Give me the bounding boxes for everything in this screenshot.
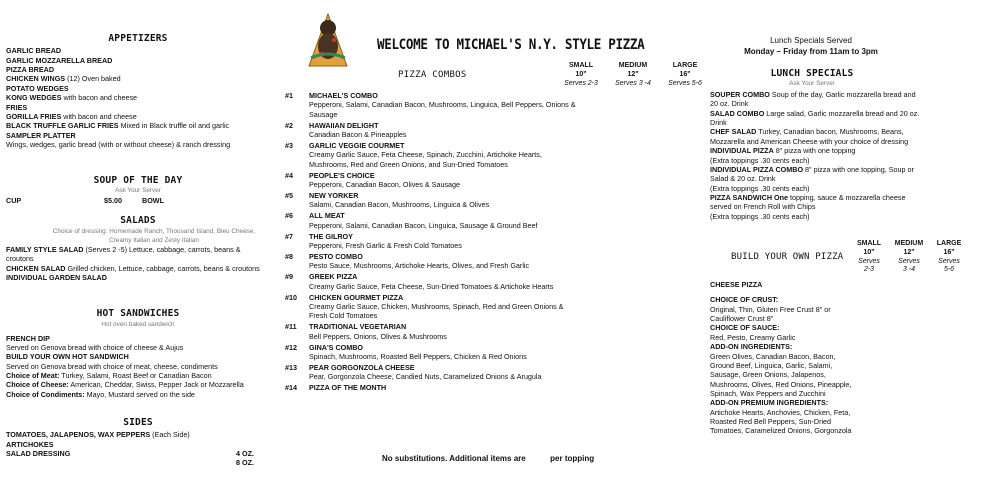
size-serves: Serves 2-3 [564, 79, 598, 87]
combo-number: #14 [285, 383, 297, 393]
size-serves: Serves 5-6 [668, 79, 702, 87]
lunch.item-item [710, 184, 922, 193]
sandwich-choice [6, 371, 270, 380]
combo-item [285, 342, 579, 362]
combo-desc: Pepperoni, Fresh Garlic & Fresh Cold Tomatoes [309, 240, 462, 250]
appetizers.item-item [6, 121, 270, 130]
combo-number: #2 [285, 120, 293, 130]
size-name: SMALL [856, 240, 882, 247]
combo-size-2 [659, 62, 711, 88]
appetizers.item-item [6, 131, 270, 140]
sides-section [6, 414, 270, 468]
lunch-served: Lunch Specials Served [770, 36, 852, 45]
item-name: GARLIC MOZZARELLA BREAD [6, 55, 113, 65]
item-desc: (Extra toppings .30 cents each) [710, 155, 810, 165]
premium-label: ADD-ON PREMIUM INGREDIENTS: [710, 398, 829, 408]
sides-dressing [6, 449, 270, 458]
appetizers-heading: APPETIZERS [108, 33, 168, 44]
dressing-note: Choice of dressing: Homemade Ranch, Thousand Island, Bleu Cheese, Creamy Italian and Zesty Italian [52, 228, 256, 244]
item-name: PIZZA SANDWICH One [710, 192, 788, 202]
combo-number: #4 [285, 170, 293, 180]
soup-bowl: BOWL [142, 195, 164, 205]
size-range: 2-3 [863, 266, 875, 274]
cheese-pizza: CHEESE PIZZA [710, 280, 763, 289]
byo-pizza-body [710, 280, 860, 436]
item-desc: 8" pizza with one topping, Soup or Salad & 20 oz. Drink [710, 164, 914, 184]
sauce-label: CHOICE OF SAUCE: [710, 323, 780, 333]
appetizers.item-item [6, 74, 270, 83]
combo-desc: Creamy Garlic Sauce, Chicken, Mushrooms, Spinach, Red and Green Onions & Fresh Cold Tomatoes [309, 301, 564, 321]
item-name: INDIVIDUAL PIZZA COMBO [710, 164, 804, 174]
sauce-options: Red, Pesto, Creamy Garlic [710, 332, 796, 342]
lunch.item-item [710, 212, 922, 221]
french-dip-desc: Served on Genova bread with choice of cheese & Aujus [6, 343, 184, 353]
combo-item [285, 140, 579, 169]
item-name: BLACK TRUFFLE GARLIC FRIES [6, 121, 119, 131]
combo-name: NEW YORKER [309, 190, 359, 200]
lunch.item-item [710, 156, 922, 165]
combo-item [285, 292, 579, 321]
combo-item [285, 211, 579, 230]
item-name: FAMILY STYLE SALAD [6, 245, 84, 254]
soup-subtitle: Ask Your Server [115, 187, 161, 195]
item-name: SAMPLER PLATTER [6, 130, 76, 140]
size-inch: 12" [627, 70, 639, 78]
combo-item [285, 272, 579, 291]
appetizers.item-item [6, 46, 270, 55]
combo-name: PEAR GORGONZOLA CHEESE [309, 362, 415, 372]
item-desc: Grilled chicken, Lettuce, cabbage, carrots, beans & croutons [65, 263, 260, 273]
addon-label: ADD-ON INGREDIENTS: [710, 342, 793, 352]
combo-item [285, 251, 579, 271]
item-name: POTATO WEDGES [6, 83, 69, 93]
combo-name: PESTO COMBO [309, 251, 363, 261]
combo-item [285, 120, 579, 140]
size-name: MEDIUM [894, 240, 924, 247]
combo-name: CHICKEN GOURMET PIZZA [309, 292, 404, 302]
size-serves: Serves [858, 257, 880, 265]
sandwich-choice [6, 390, 270, 399]
combo-size-header [555, 62, 711, 88]
soup-price: $5.00 [104, 195, 122, 205]
combo-number: #11 [285, 322, 297, 332]
item-desc: Turkey, Canadian bacon, Mushrooms, Beans, Mozzarella and American Cheese with your choice of dressing [710, 127, 909, 146]
item-desc: (Serves 2 -5) Lettuce, cabbage, carrots, beans & croutons [6, 245, 241, 264]
appetizers.item-item [6, 93, 270, 102]
sandwich-choice [6, 380, 270, 389]
item-name: INDIVIDUAL GARDEN SALAD [6, 273, 107, 283]
item-desc: (Extra toppings .30 cents each) [710, 183, 810, 193]
combo-desc: Pepperoni, Salami, Canadian Bacon, Mushrooms, Linguica, Bell Peppers, Onions & Sausage [309, 100, 576, 119]
combo-item [285, 383, 579, 393]
item-desc: Mixed in Black truffle oil and garlic [118, 121, 230, 131]
combo-name: THE GILROY [309, 231, 353, 241]
soup-section [6, 172, 270, 205]
appetizers-list [6, 46, 270, 140]
combo-desc: Creamy Garlic Sauce, Feta Cheese, Sun-Dried Tomatoes & Artichoke Hearts [309, 281, 554, 291]
crust-label: CHOICE OF CRUST: [710, 295, 779, 305]
combo-item [285, 190, 579, 210]
combo-number: #5 [285, 190, 293, 200]
choice-label: Choice of Meat: [6, 371, 60, 381]
salads-section [6, 212, 270, 282]
byo-sandwich-name: BUILD YOUR OWN HOT SANDWICH [6, 352, 129, 362]
size-range: 5-6 [943, 266, 955, 274]
byo-pizza-heading: BUILD YOUR OWN PIZZA [731, 252, 844, 262]
hot-sandwiches-heading: HOT SANDWICHES [96, 308, 180, 319]
sides-toppings [6, 430, 270, 439]
combo-desc: Pear, Gorgonzola Cheese, Candied Nuts, Caramelized Onions & Arugula [309, 372, 542, 382]
appetizers.item-item [6, 103, 270, 112]
byo-size-1 [890, 240, 928, 275]
combo-name: PEOPLE'S CHOICE [309, 170, 375, 180]
appetizers.item-item [6, 112, 270, 121]
salads.item-item [6, 264, 270, 273]
salads-list [6, 245, 270, 282]
sandwich-choices [6, 371, 270, 399]
welcome-title: WELCOME TO MICHAEL'S N.Y. STYLE PIZZA [377, 37, 645, 53]
sides-toppings-note: (Each Side) [150, 430, 190, 440]
combo-item [285, 91, 579, 119]
lunch.item-item [710, 193, 922, 212]
combo-name: GINA'S COMBO [309, 342, 364, 352]
crust-options: Original, Thin, Gluten Free Crust 8" or Cauliflower Crust 8" [710, 304, 831, 324]
size-range: 3 -4 [902, 266, 916, 274]
combo-size-0 [555, 62, 607, 88]
soup-heading: SOUP OF THE DAY [93, 175, 183, 186]
choice-label: Choice of Condiments: [6, 389, 85, 399]
combo-number: #8 [285, 251, 293, 261]
salads-heading: SALADS [120, 215, 156, 226]
item-desc: 8" pizza with one topping [773, 146, 856, 156]
sides-toppings-name: TOMATOES, JALAPENOS, WAX PEPPERS [6, 430, 151, 440]
addon-options: Green Olives, Canadian Bacon, Bacon, Ground Beef, Linguica, Garlic, Salami, Sausage, Green Onions, Jalapenos, Mushrooms, Olives, Red Onions, Pineapple, Spinach, Wax Peppers and Zucchini [710, 351, 852, 398]
combo-number: #10 [285, 292, 297, 302]
dressing-size-8oz: 8 OZ. [236, 458, 254, 468]
combo-name: PIZZA OF THE MONTH [309, 383, 387, 393]
item-name: SOUPER COMBO [710, 90, 770, 99]
byo-size-2 [932, 240, 966, 275]
size-inch: 16" [943, 248, 955, 256]
french-dip-name: FRENCH DIP [6, 333, 50, 343]
combo-desc: Pesto Sauce, Mushrooms, Artichoke Hearts, Olives, and Fresh Garlic [309, 261, 530, 271]
combo-name: ALL MEAT [309, 211, 345, 221]
byo-size-header [852, 240, 970, 275]
combo-number: #3 [285, 140, 293, 150]
size-serves: Serves 3 -4 [615, 79, 651, 87]
combo-desc: Pepperoni, Canadian Bacon, Olives & Sausage [309, 180, 461, 190]
combo-name: GARLIC VEGGIE COURMET [309, 140, 405, 150]
lunch.item-item [710, 90, 922, 109]
item-name: INDIVIDUAL PIZZA [710, 146, 774, 156]
hot-sandwiches-subtitle: Hot oven baked sandwich [101, 321, 175, 329]
size-serves: Serves [938, 257, 960, 265]
center-column [285, 0, 702, 500]
combo-item [285, 362, 579, 382]
byo-sandwich-desc: Served on Genova bread with choice of meat, cheese, condiments [6, 361, 218, 371]
lunch-subtitle: Ask Your Server [789, 80, 835, 87]
item-name: SALAD COMBO [710, 108, 765, 118]
item-desc: with bacon and cheese [61, 93, 138, 103]
dressing-size-4oz: 4 OZ. [236, 449, 254, 459]
sides-artichokes: ARTICHOKES [6, 439, 54, 449]
item-name: FRIES [6, 102, 28, 112]
left-column [6, 0, 270, 500]
combo-desc: Salami, Canadian Bacon, Mushrooms, Linguica & Olives [309, 200, 490, 210]
combo-name: MICHAEL'S COMBO [309, 91, 378, 100]
salads.item-item [6, 245, 270, 264]
combo-number: #1 [285, 91, 293, 100]
size-inch: 16" [679, 70, 691, 78]
combo-size-1 [607, 62, 659, 88]
lunch.item-item [710, 109, 922, 128]
item-name: GARLIC BREAD [6, 46, 62, 56]
appetizers.item-item [6, 56, 270, 65]
lunch-hours: Monday – Friday from 11am to 3pm [744, 47, 878, 56]
size-inch: 10" [575, 70, 587, 78]
combo-desc: Bell Peppers, Onions, Olives & Mushrooms [309, 331, 447, 341]
combo-item [285, 231, 579, 251]
combo-name: GREEK PIZZA [309, 272, 358, 282]
sides-heading: SIDES [123, 417, 153, 428]
choice-value: Mayo, Mustard served on the side [84, 389, 195, 399]
size-name: LARGE [672, 62, 698, 69]
lunch-specials-heading: LUNCH SPECIALS [770, 68, 854, 79]
byo-size-0 [852, 240, 886, 275]
choice-value: American, Cheddar, Swiss, Pepper Jack or Mozzarella [68, 380, 244, 390]
size-name: SMALL [568, 62, 594, 69]
premium-options: Artichoke Hearts, Anchovies, Chicken, Feta, Roasted Red Bell Peppers, Sun-Dried Tomatoes, Caramelized Onions, Gorgonzola [710, 407, 852, 436]
combo-number: #6 [285, 211, 293, 221]
appetizers.item-item [6, 84, 270, 93]
pizza-combos-heading: PIZZA COMBOS [398, 70, 467, 80]
soup-cup: CUP [6, 195, 22, 205]
combo-list [285, 91, 579, 394]
lunch.item-item [710, 165, 922, 184]
item-desc: topping, sauce & mozzarella cheese served on French Roll with Chips [710, 192, 906, 212]
size-name: MEDIUM [618, 62, 648, 69]
soup-prices [6, 196, 270, 205]
combo-desc: Spinach, Mushrooms, Roasted Bell Peppers, Chicken & Red Onions [309, 351, 527, 361]
gorilla-logo [307, 12, 349, 68]
combo-item [285, 170, 579, 190]
combo-desc: Pepperoni, Salami, Canadian Bacon, Linguica, Sausage & Ground Beef [309, 220, 538, 230]
combo-desc: Canadian Bacon & Pineapples [309, 130, 407, 140]
appetizers-section [6, 30, 270, 149]
combo-name: HAWAIIAN DELIGHT [309, 120, 379, 130]
sides-dressing-name: SALAD DRESSING [6, 449, 71, 459]
combo-number: #9 [285, 272, 293, 282]
salads.item-item [6, 273, 270, 282]
size-name: LARGE [936, 240, 962, 247]
combo-number: #7 [285, 231, 293, 241]
combo-number: #12 [285, 342, 297, 352]
lunch.item-item [710, 146, 922, 155]
size-serves: Serves [898, 257, 920, 265]
combo-name: TRADITIONAL VEGETARIAN [309, 322, 407, 332]
choice-value: Turkey, Salami, Roast Beef or Canadian Bacon [59, 371, 212, 381]
item-desc: with bacon and cheese [61, 111, 137, 121]
combo-item [285, 322, 579, 341]
size-inch: 10" [863, 248, 875, 256]
item-name: PIZZA BREAD [6, 65, 55, 75]
sampler-desc: Wings, wedges, garlic bread (with or without cheese) & ranch dressing [6, 139, 231, 149]
size-inch: 12" [903, 248, 915, 256]
item-desc: (12) Oven baked [65, 74, 121, 84]
item-desc: Soup of the day, Garlic mozzarella bread and 20 oz. Drink [710, 90, 916, 109]
item-name: CHEF SALAD [710, 127, 757, 137]
lunch-specials-list [710, 90, 922, 221]
combo-number: #13 [285, 362, 297, 372]
appetizers.item-item [6, 65, 270, 74]
item-name: GORILLA FRIES [6, 111, 62, 121]
no-substitutions-note: No substitutions. Additional items are per topping [382, 454, 595, 463]
choice-label: Choice of Cheese: [6, 380, 69, 390]
item-name: CHICKEN SALAD [6, 263, 66, 273]
item-desc: (Extra toppings .30 cents each) [710, 211, 810, 221]
lunch.item-item [710, 127, 922, 146]
item-name: CHICKEN WINGS [6, 74, 66, 84]
hot-sandwiches-section [6, 305, 270, 399]
right-column [706, 0, 996, 500]
combo-desc: Creamy Garlic Sauce, Feta Cheese, Spinach, Zucchini, Artichoke Hearts, Mushrooms, Red and Green Onions, and Sun-Dried Tomatoes [309, 150, 542, 169]
item-name: KONG WEDGES [6, 93, 62, 103]
item-desc: Large salad, Garlic mozzarella bread and 20 oz. Drink [710, 108, 920, 128]
